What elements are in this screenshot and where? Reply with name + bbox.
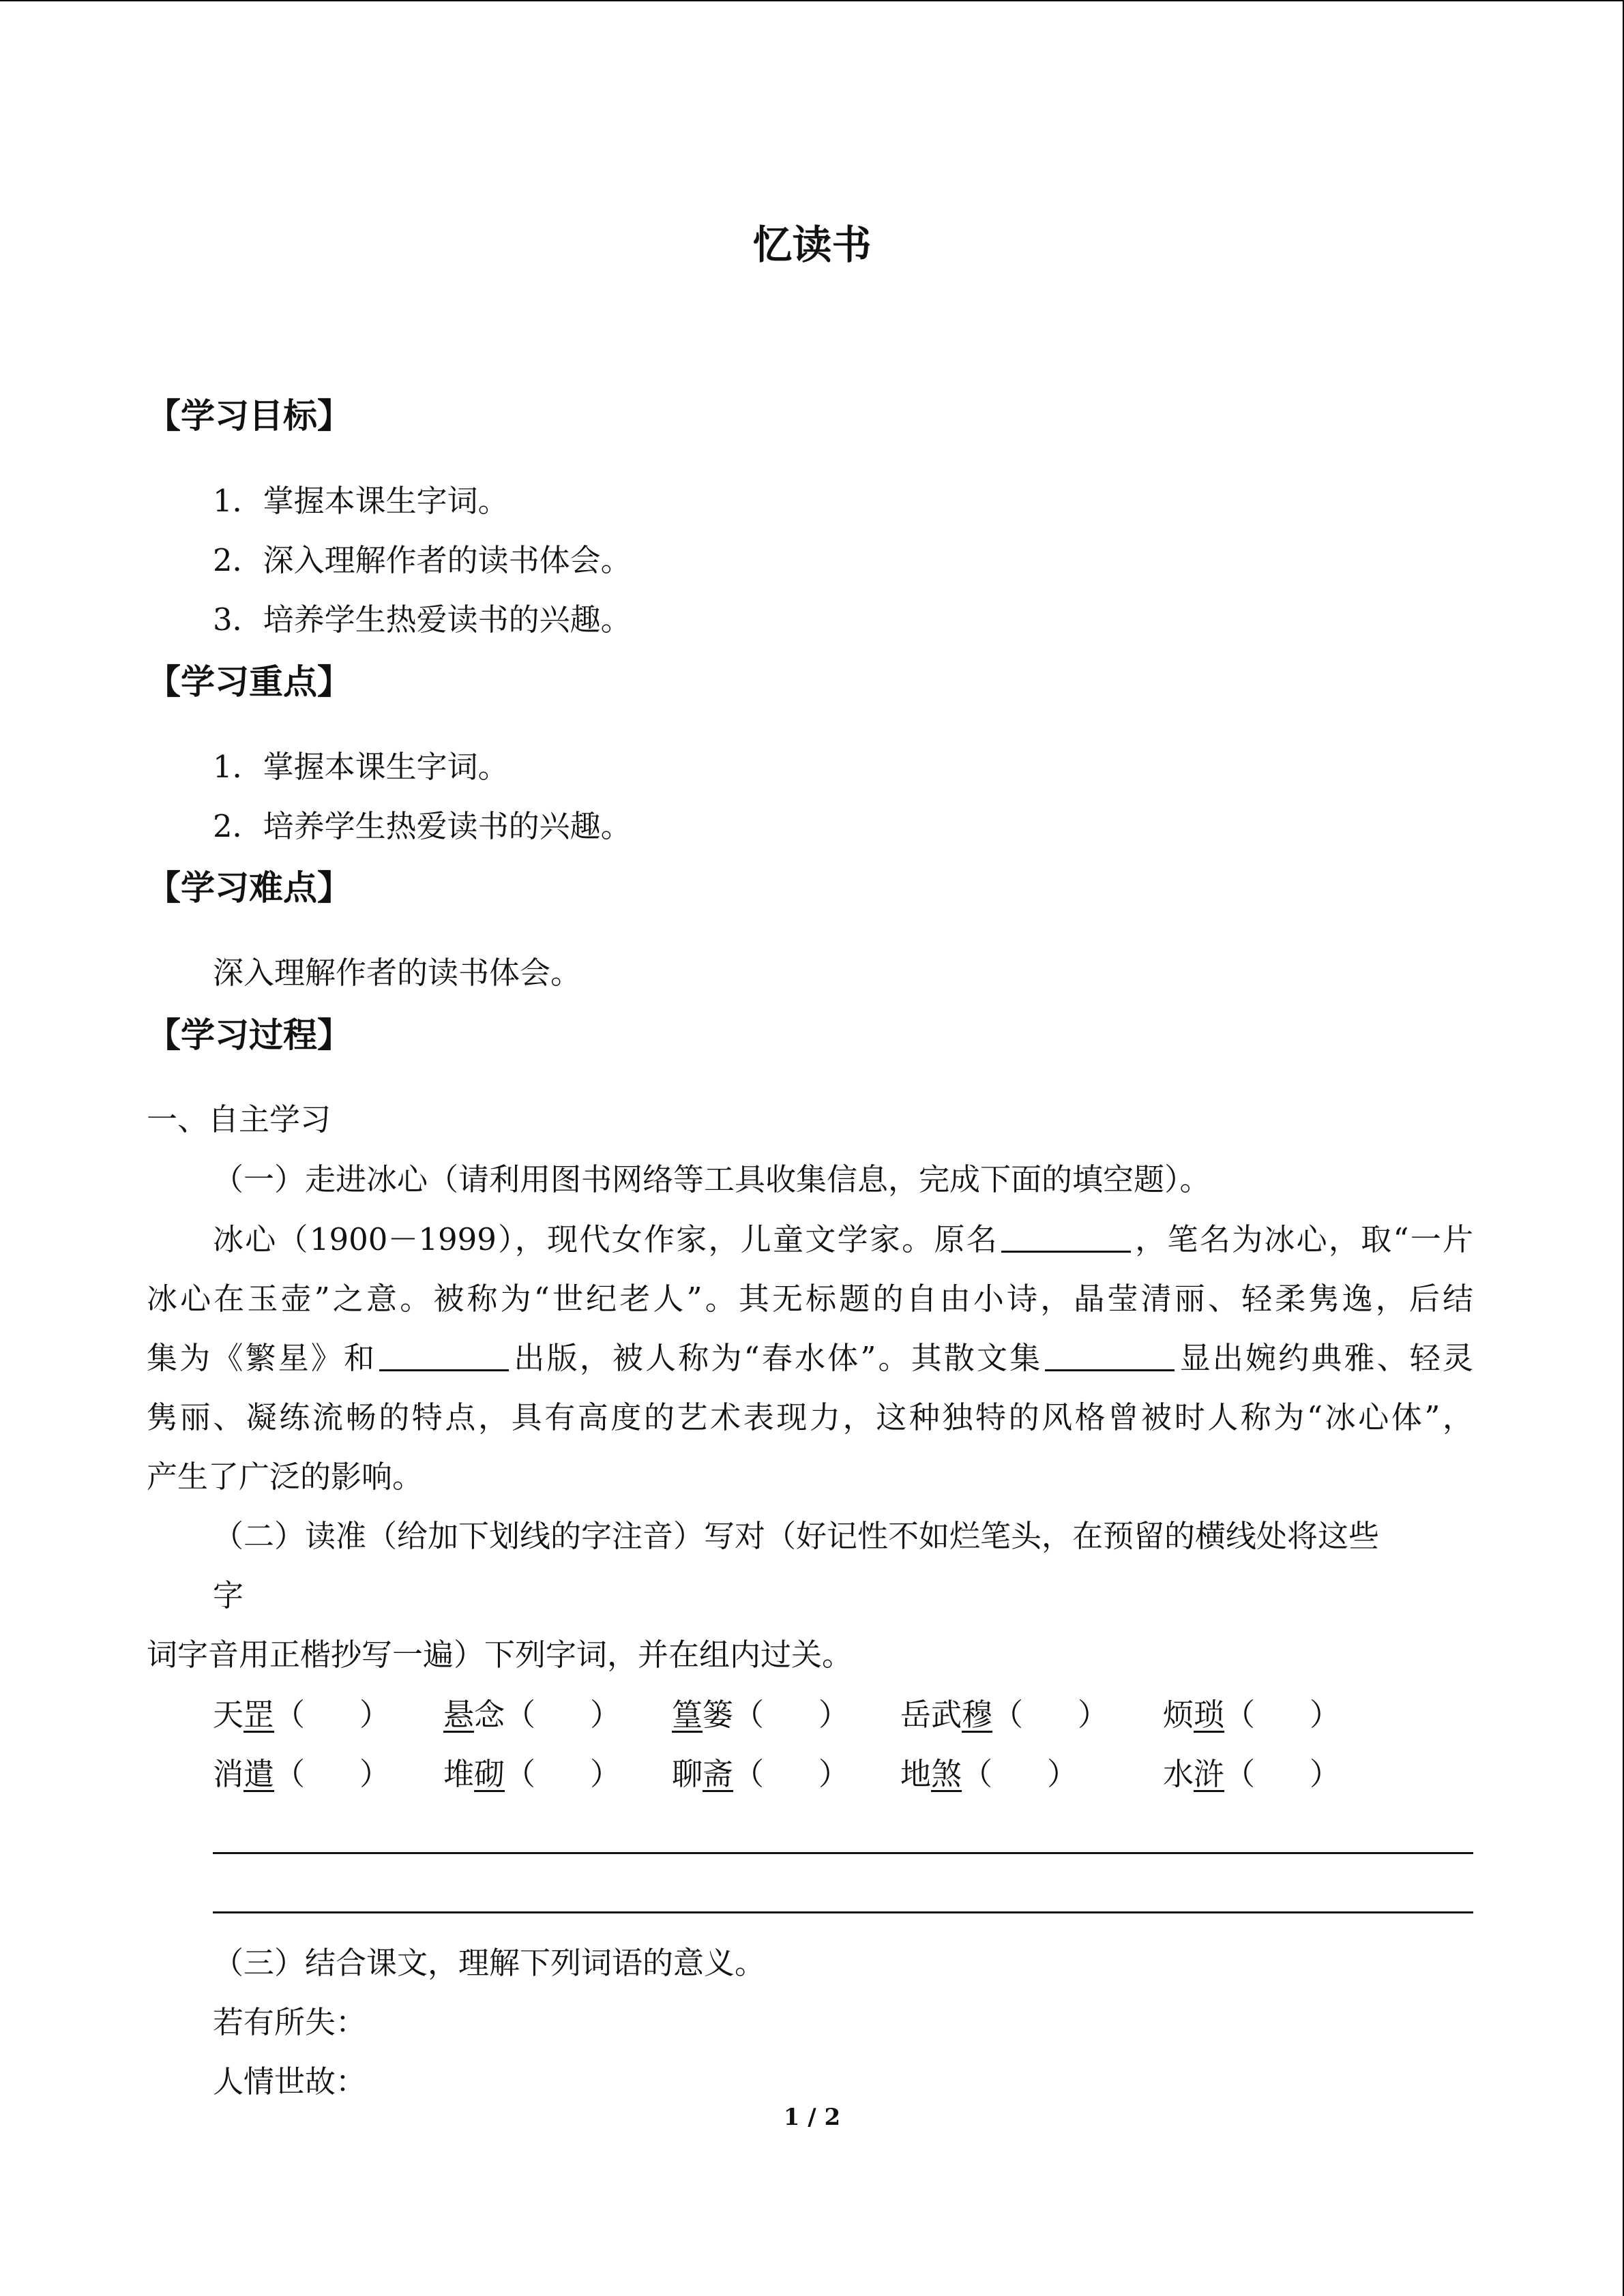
para-line-3 xyxy=(147,1333,1473,1377)
word-item: 消遣（ ） xyxy=(213,1756,391,1792)
word-item: 岳武穆（ ） xyxy=(900,1697,1109,1733)
word-item: 聊斋（ ） xyxy=(672,1756,850,1792)
word-item: 堆砌（ ） xyxy=(443,1756,621,1792)
sub1-title: （一）走进冰心（请利用图书网络等工具收集信息，完成下面的填空题）。 xyxy=(213,1161,1211,1197)
para-line-5: 产生了广泛的影响。 xyxy=(147,1459,424,1495)
writing-line[interactable] xyxy=(213,1911,1473,1913)
goal-item-1: 1．掌握本课生字词。 xyxy=(213,483,509,519)
sub3-title: （三）结合课文，理解下列词语的意义。 xyxy=(213,1945,766,1981)
sub2-line-2: 字 xyxy=(213,1577,244,1613)
para-line-3c: 显出婉约典雅、轻灵 xyxy=(1177,1340,1473,1376)
word-item: 篁篓（ ） xyxy=(672,1697,850,1733)
para-line-4: 隽丽、凝练流畅的特点，具有高度的艺术表现力，这种独特的风格曾被时人称为“冰心体”， xyxy=(147,1399,1473,1435)
focus-item-2: 2．培养学生热爱读书的兴趣。 xyxy=(213,808,632,844)
page-title: 忆读书 xyxy=(752,222,872,268)
word-item: 悬念（ ） xyxy=(443,1697,621,1733)
writing-line[interactable] xyxy=(213,1852,1473,1854)
word-item: 天罡（ ） xyxy=(213,1697,391,1733)
term-2: 人情世故： xyxy=(213,2063,367,2100)
part1-title: 一、自主学习 xyxy=(147,1101,331,1137)
blank-prose-collection[interactable] xyxy=(1045,1342,1175,1371)
sub2-line-1: （二）读准（给加下划线的字注音）写对（好记性不如烂笔头，在预留的横线处将这些 xyxy=(213,1518,1380,1554)
focus-heading: 【学习重点】 xyxy=(147,662,351,702)
para-line-3b: 出版，被人称为“春水体”。其散文集 xyxy=(512,1340,1043,1376)
term-1: 若有所失： xyxy=(213,2004,367,2040)
para-line-3a: 集为《繁星》和 xyxy=(147,1340,377,1376)
blank-original-name[interactable] xyxy=(1001,1223,1131,1253)
para-line-1a: 冰心（1900－1999），现代女作家，儿童文学家。原名 xyxy=(213,1221,999,1257)
word-item: 烦琐（ ） xyxy=(1163,1697,1341,1733)
word-item: 水浒（ ） xyxy=(1163,1756,1341,1792)
focus-item-1: 1．掌握本课生字词。 xyxy=(213,749,509,785)
para-line-1b: ，笔名为冰心，取“一片 xyxy=(1134,1221,1474,1257)
process-heading: 【学习过程】 xyxy=(147,1015,351,1055)
word-item: 地煞（ ） xyxy=(900,1756,1078,1792)
goal-item-3: 3．培养学生热爱读书的兴趣。 xyxy=(213,601,632,638)
goal-item-2: 2．深入理解作者的读书体会。 xyxy=(213,542,632,578)
sub2-line-3: 词字音用正楷抄写一遍）下列字词，并在组内过关。 xyxy=(147,1637,853,1673)
blank-poetry-collection[interactable] xyxy=(379,1342,509,1371)
difficulty-text: 深入理解作者的读书体会。 xyxy=(213,955,582,991)
goals-heading: 【学习目标】 xyxy=(147,396,351,436)
page-number: 1 / 2 xyxy=(783,2104,841,2131)
para-line-2: 冰心在玉壶”之意。被称为“世纪老人”。其无标题的自由小诗，晶莹清丽、轻柔隽逸，后结 xyxy=(147,1281,1473,1317)
para-line-1 xyxy=(213,1214,1473,1259)
difficulty-heading: 【学习难点】 xyxy=(147,868,351,908)
